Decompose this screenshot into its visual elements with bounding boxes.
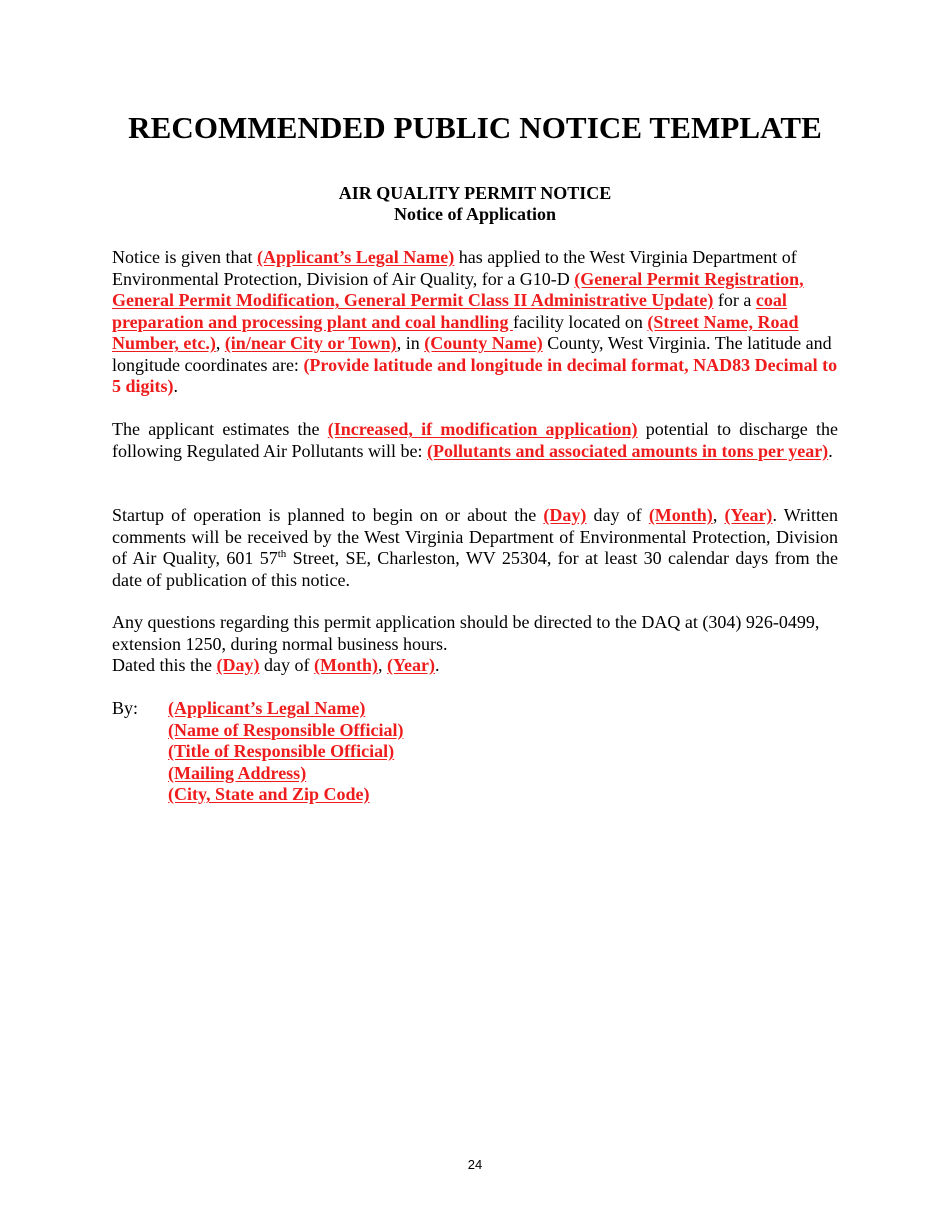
placeholder-registration-type: (General Permit Registration, General Permit Modification, General Permit Class II Administrative Update): [112, 268, 804, 310]
placeholder-day: (Day): [216, 655, 260, 675]
page-title: RECOMMENDED PUBLIC NOTICE TEMPLATE: [128, 110, 822, 145]
notice-subheading: Notice of Application: [394, 204, 556, 224]
text: .: [828, 440, 833, 461]
text: potential to discharge the following Regulated Air Pollutants will be:: [112, 419, 838, 461]
placeholder-applicant-name: (Applicant’s Legal Name): [256, 247, 455, 267]
placeholder-facility-type: coal preparation and processing plant and coal handling: [112, 290, 787, 332]
placeholder-day: (Day): [543, 505, 587, 525]
page-number: 24: [467, 1157, 483, 1172]
text: Street, SE, Charleston, WV 25304, for at least 30 calendar days from the date of publication of this notice.: [112, 548, 838, 590]
text: day of: [259, 655, 314, 675]
paragraph-application: [112, 247, 838, 398]
signature-by-label: By:: [112, 698, 139, 718]
text: County, West Virginia. The latitude and longitude coordinates are:: [112, 333, 832, 375]
signature-applicant-name: (Applicant’s Legal Name): [168, 698, 366, 718]
text: ,: [377, 655, 387, 675]
placeholder-year: (Year): [386, 655, 435, 675]
notice-heading: AIR QUALITY PERMIT NOTICE: [338, 183, 612, 203]
placeholder-county: (County Name): [424, 333, 543, 353]
text: .: [173, 376, 179, 396]
signature-official-name: (Name of Responsible Official): [168, 719, 404, 740]
placeholder-city: (in/near City or Town): [224, 333, 397, 353]
placeholder-year: (Year): [724, 505, 773, 525]
dated-line: [112, 655, 838, 677]
paragraph-emissions: [112, 419, 838, 462]
placeholder-increased: (Increased, if modification application): [327, 419, 638, 439]
signature-mailing-address: (Mailing Address): [168, 762, 307, 783]
signature-city-state-zip: (City, State and Zip Code): [168, 784, 370, 804]
signature-official-title: (Title of Responsible Official): [168, 741, 395, 761]
text: Dated this the: [112, 655, 217, 675]
text: for a: [713, 290, 756, 310]
superscript: th: [277, 548, 287, 560]
text: day of: [586, 505, 649, 525]
text: Startup of operation is planned to begin on or about the: [112, 505, 544, 525]
text: facility located on: [512, 311, 648, 332]
text: , in: [396, 333, 425, 353]
text: . Written comments will be received by the West Virginia Department of Environmental Protection, Division of Air Quality, 601 57: [112, 505, 839, 568]
text: ,: [712, 505, 725, 525]
placeholder-month: (Month): [313, 655, 378, 675]
questions-line: Any questions regarding this permit application should be directed to the DAQ at (304) 926-0499, extension 1250, during normal business hours.: [112, 612, 820, 654]
text: has applied to the West Virginia Department of Environmental Protection, Division of Air Quality, for a G10-D: [112, 247, 797, 289]
text: Notice is given that: [112, 247, 257, 267]
text: ,: [215, 333, 225, 353]
placeholder-month: (Month): [648, 505, 713, 525]
text: The applicant estimates the: [112, 419, 328, 439]
paragraph-startup: [112, 505, 838, 591]
text: .: [434, 655, 440, 675]
paragraph-questions: [112, 612, 838, 677]
signature-lines: [168, 698, 568, 806]
placeholder-street-name: (Street Name, Road Number, etc.): [112, 311, 799, 353]
placeholder-pollutants: (Pollutants and associated amounts in tons per year): [426, 440, 829, 461]
placeholder-coordinates: (Provide latitude and longitude in decimal format, NAD83 Decimal to 5 digits): [112, 354, 838, 396]
